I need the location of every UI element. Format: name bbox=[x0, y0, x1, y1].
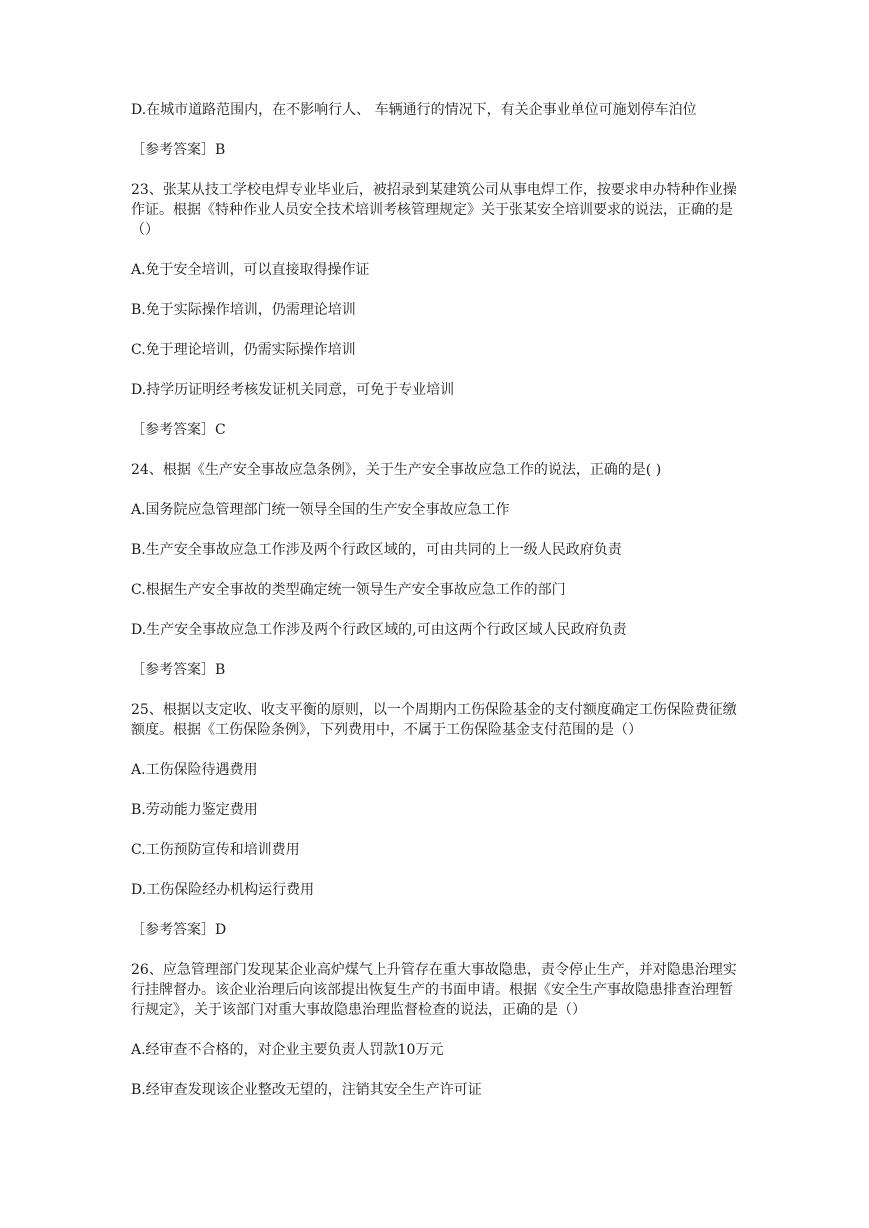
question-23: 23、张某从技工学校电焊专业毕业后，被招录到某建筑公司从事电焊工作，按要求申办特种作业操作证。根据《特种作业人员安全技术培训考核管理规定》关于张某安全培训要求的说法，正确的是（） bbox=[131, 182, 737, 238]
option-b-q25: B.劳动能力鉴定费用 bbox=[131, 802, 258, 818]
option-c-q25: C.工伤预防宣传和培训费用 bbox=[131, 842, 300, 858]
option-d-q23: D.持学历证明经考核发证机关同意，可免于专业培训 bbox=[131, 382, 455, 398]
answer-q25: ［参考答案］D bbox=[131, 922, 227, 938]
question-24: 24、根据《生产安全事故应急条例》，关于生产安全事故应急工作的说法，正确的是( ) bbox=[131, 462, 662, 478]
question-25: 25、根据以支定收、收支平衡的原则，以一个周期内工伤保险基金的支付额度确定工伤保险费征缴额度。根据《工伤保险条例》，下列费用中，不属于工伤保险基金支付范围的是（） bbox=[131, 702, 737, 738]
option-d-q25: D.工伤保险经办机构运行费用 bbox=[131, 882, 315, 898]
option-b-q24: B.生产安全事故应急工作涉及两个行政区域的，可由共同的上一级人民政府负责 bbox=[131, 542, 622, 558]
option-c-q24: C.根据生产安全事故的类型确定统一领导生产安全事故应急工作的部门 bbox=[131, 582, 566, 598]
option-a-q23: A.免于安全培训，可以直接取得操作证 bbox=[131, 262, 370, 278]
option-d-q24: D.生产安全事故应急工作涉及两个行政区域的,可由这两个行政区域人民政府负责 bbox=[131, 622, 627, 638]
option-c-q23: C.免于理论培训，仍需实际操作培训 bbox=[131, 342, 356, 358]
option-a-q26: A.经审查不合格的，对企业主要负责人罚款10万元 bbox=[131, 1042, 444, 1058]
answer-q23: ［参考答案］C bbox=[131, 422, 226, 438]
document-page bbox=[131, 100, 743, 1100]
option-b-q26: B.经审查发现该企业整改无望的，注销其安全生产许可证 bbox=[131, 1082, 482, 1098]
option-d-q22: D.在城市道路范围内，在不影响行人、 车辆通行的情况下，有关企事业单位可施划停车泊位 bbox=[131, 102, 697, 118]
answer-q24: ［参考答案］B bbox=[131, 662, 226, 678]
option-a-q24: A.国务院应急管理部门统一领导全国的生产安全事故应急工作 bbox=[131, 502, 510, 518]
answer-q22: ［参考答案］B bbox=[131, 142, 226, 158]
question-26: 26、应急管理部门发现某企业高炉煤气上升管存在重大事故隐患，责令停止生产，并对隐患治理实行挂牌督办。该企业治理后向该部提出恢复生产的书面申请。根据《安全生产事故隐患排查治理暂行规定》，关于该部门对重大事故隐患治理监督检查的说法，正确的是（） bbox=[131, 962, 737, 1018]
option-b-q23: B.免于实际操作培训，仍需理论培训 bbox=[131, 302, 356, 318]
option-a-q25: A.工伤保险待遇费用 bbox=[131, 762, 258, 778]
